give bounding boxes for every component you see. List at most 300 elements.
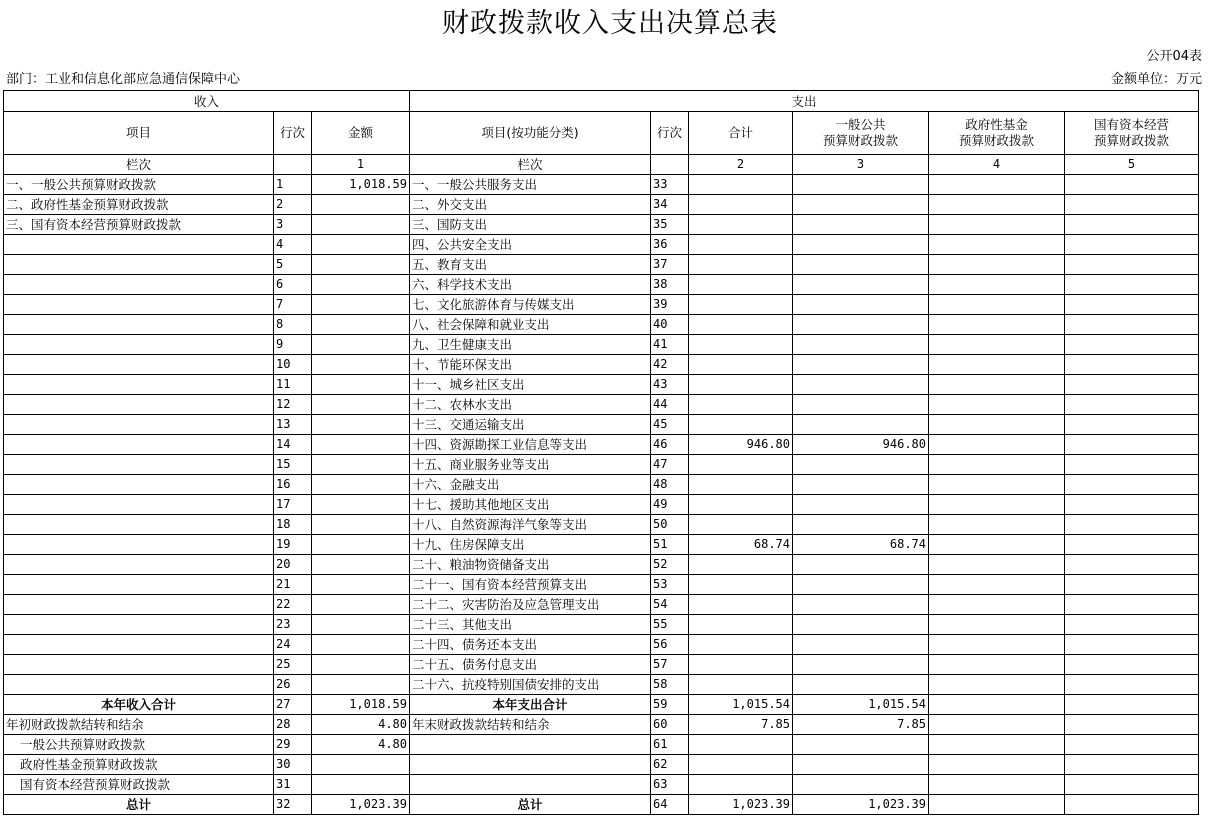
income-row-no: 11: [274, 375, 312, 395]
income-item: [4, 655, 274, 675]
income-item: [4, 515, 274, 535]
expense-row-no: 33: [651, 175, 689, 195]
expense-state-capital: [1065, 415, 1199, 435]
expense-item: 年末财政拨款结转和结余: [410, 715, 651, 735]
table-row: [4, 355, 1199, 375]
income-row-no: 28: [274, 715, 312, 735]
table-row: [4, 675, 1199, 695]
header-gov-fund-line2: 预算财政拨款: [958, 133, 1034, 148]
table-row: [4, 375, 1199, 395]
income-item: [4, 595, 274, 615]
col-label-expense: 栏次: [410, 155, 651, 175]
expense-total: [689, 595, 793, 615]
header-state-capital-line2: 预算财政拨款: [1093, 133, 1169, 148]
expense-row-no: 37: [651, 255, 689, 275]
expense-state-capital: [1065, 175, 1199, 195]
expense-total: [689, 235, 793, 255]
expense-row-no: 61: [651, 735, 689, 755]
income-item: 一般公共预算财政拨款: [4, 735, 274, 755]
expense-total: [689, 375, 793, 395]
column-index-row: [4, 155, 1199, 175]
income-item: 政府性基金预算财政拨款: [4, 755, 274, 775]
expense-total: [689, 295, 793, 315]
budget-table: [3, 90, 1199, 815]
expense-gov-fund: [929, 355, 1065, 375]
expense-state-capital: [1065, 695, 1199, 715]
expense-item: [410, 735, 651, 755]
income-amount: 4.80: [312, 715, 410, 735]
col-index-4: 4: [929, 155, 1065, 175]
expense-row-no: 34: [651, 195, 689, 215]
expense-row-no: 55: [651, 615, 689, 635]
expense-state-capital: [1065, 575, 1199, 595]
header-row-columns: [4, 112, 1199, 155]
expense-general-budget: [793, 275, 929, 295]
expense-total: [689, 575, 793, 595]
table-row: [4, 395, 1199, 415]
expense-total: [689, 615, 793, 635]
expense-gov-fund: [929, 575, 1065, 595]
expense-total: [689, 355, 793, 375]
expense-general-budget: [793, 615, 929, 635]
expense-item: 二十、粮油物资储备支出: [410, 555, 651, 575]
header-item: 项目: [4, 112, 274, 155]
expense-row-no: 38: [651, 275, 689, 295]
income-row-no: 27: [274, 695, 312, 715]
expense-state-capital: [1065, 735, 1199, 755]
income-item: [4, 555, 274, 575]
expense-state-capital: [1065, 275, 1199, 295]
expense-gov-fund: [929, 415, 1065, 435]
expense-gov-fund: [929, 475, 1065, 495]
expense-gov-fund: [929, 215, 1065, 235]
income-row-no: 32: [274, 795, 312, 815]
income-row-no: 9: [274, 335, 312, 355]
form-number: 公开04表: [1146, 49, 1202, 64]
income-item: [4, 355, 274, 375]
table-row: [4, 575, 1199, 595]
expense-state-capital: [1065, 375, 1199, 395]
expense-state-capital: [1065, 295, 1199, 315]
expense-row-no: 44: [651, 395, 689, 415]
header-item-func: 项目(按功能分类): [410, 112, 651, 155]
expense-row-no: 40: [651, 315, 689, 335]
expense-row-no: 46: [651, 435, 689, 455]
income-amount: [312, 675, 410, 695]
income-row-no: 7: [274, 295, 312, 315]
table-row: [4, 455, 1199, 475]
expense-general-budget: [793, 175, 929, 195]
header-general-line2: 预算财政拨款: [822, 133, 898, 148]
expense-item: 一、一般公共服务支出: [410, 175, 651, 195]
table-row: [4, 335, 1199, 355]
expense-total: 7.85: [689, 715, 793, 735]
expense-row-no: 35: [651, 215, 689, 235]
table-row: [4, 495, 1199, 515]
expense-total: [689, 635, 793, 655]
unit-label: 金额单位：万元: [1110, 72, 1202, 87]
income-row-no: 16: [274, 475, 312, 495]
table-row: [4, 775, 1199, 795]
income-item: [4, 275, 274, 295]
expense-state-capital: [1065, 515, 1199, 535]
expense-total: 1,015.54: [689, 695, 793, 715]
income-item: 二、政府性基金预算财政拨款: [4, 195, 274, 215]
expense-item: 八、社会保障和就业支出: [410, 315, 651, 335]
income-row-no: 17: [274, 495, 312, 515]
expense-total: 68.74: [689, 535, 793, 555]
expense-item: 十九、住房保障支出: [410, 535, 651, 555]
income-amount: [312, 255, 410, 275]
expense-gov-fund: [929, 195, 1065, 215]
expense-state-capital: [1065, 555, 1199, 575]
income-amount: [312, 575, 410, 595]
header-general-budget: [793, 112, 929, 155]
table-row: [4, 515, 1199, 535]
expense-state-capital: [1065, 435, 1199, 455]
income-row-no: 14: [274, 435, 312, 455]
table-row: [4, 615, 1199, 635]
expense-row-no: 64: [651, 795, 689, 815]
expense-row-no: 45: [651, 415, 689, 435]
expense-gov-fund: [929, 455, 1065, 475]
header-total: 合计: [689, 112, 793, 155]
expense-general-budget: [793, 215, 929, 235]
expense-item: 十、节能环保支出: [410, 355, 651, 375]
table-row: [4, 415, 1199, 435]
income-item: [4, 495, 274, 515]
income-row-no: 21: [274, 575, 312, 595]
expense-total: [689, 455, 793, 475]
table-row: [4, 755, 1199, 775]
expense-general-budget: [793, 395, 929, 415]
income-amount: [312, 335, 410, 355]
income-amount: [312, 495, 410, 515]
income-row-no: 5: [274, 255, 312, 275]
income-amount: [312, 235, 410, 255]
income-amount: [312, 275, 410, 295]
expense-state-capital: [1065, 355, 1199, 375]
income-item: [4, 615, 274, 635]
expense-general-budget: [793, 675, 929, 695]
income-item: [4, 575, 274, 595]
table-row: [4, 195, 1199, 215]
expense-item: 五、教育支出: [410, 255, 651, 275]
expense-gov-fund: [929, 275, 1065, 295]
income-amount: 1,023.39: [312, 795, 410, 815]
income-item: [4, 675, 274, 695]
col-index-1: 1: [312, 155, 410, 175]
expense-general-budget: [793, 515, 929, 535]
table-row: [4, 235, 1199, 255]
expense-state-capital: [1065, 655, 1199, 675]
expense-item: 四、公共安全支出: [410, 235, 651, 255]
expense-item: [410, 775, 651, 795]
expense-gov-fund: [929, 515, 1065, 535]
income-amount: [312, 295, 410, 315]
table-row: [4, 595, 1199, 615]
expense-row-no: 63: [651, 775, 689, 795]
expense-general-budget: [793, 775, 929, 795]
expense-gov-fund: [929, 735, 1065, 755]
table-row: [4, 315, 1199, 335]
income-item: [4, 235, 274, 255]
income-row-no: 13: [274, 415, 312, 435]
income-amount: [312, 315, 410, 335]
expense-gov-fund: [929, 755, 1065, 775]
income-header: 收入: [4, 91, 410, 112]
expense-total: [689, 215, 793, 235]
expense-total: [689, 315, 793, 335]
expense-general-budget: [793, 235, 929, 255]
expense-row-no: 52: [651, 555, 689, 575]
income-item: [4, 635, 274, 655]
expense-general-budget: [793, 255, 929, 275]
header-general-line1: 一般公共: [835, 117, 886, 132]
expense-state-capital: [1065, 215, 1199, 235]
income-item: [4, 475, 274, 495]
expense-item: 十二、农林水支出: [410, 395, 651, 415]
income-row-no: 2: [274, 195, 312, 215]
expense-gov-fund: [929, 715, 1065, 735]
expense-gov-fund: [929, 375, 1065, 395]
income-amount: [312, 195, 410, 215]
income-item: [4, 455, 274, 475]
expense-total: [689, 395, 793, 415]
income-item: 年初财政拨款结转和结余: [4, 715, 274, 735]
expense-item: 十五、商业服务业等支出: [410, 455, 651, 475]
table-row: [4, 475, 1199, 495]
page-title: 财政拨款收入支出决算总表: [442, 8, 778, 39]
expense-state-capital: [1065, 755, 1199, 775]
income-row-no: 3: [274, 215, 312, 235]
expense-row-no: 43: [651, 375, 689, 395]
table-row: [4, 275, 1199, 295]
expense-gov-fund: [929, 435, 1065, 455]
expense-total: [689, 415, 793, 435]
expense-general-budget: [793, 655, 929, 675]
expense-state-capital: [1065, 595, 1199, 615]
expense-item: 二十一、国有资本经营预算支出: [410, 575, 651, 595]
expense-state-capital: [1065, 235, 1199, 255]
expense-gov-fund: [929, 315, 1065, 335]
col-index-blank-2: [651, 155, 689, 175]
expense-row-no: 41: [651, 335, 689, 355]
expense-general-budget: [793, 475, 929, 495]
income-item: 一、一般公共预算财政拨款: [4, 175, 274, 195]
expense-state-capital: [1065, 475, 1199, 495]
table-row: [4, 555, 1199, 575]
income-item: [4, 315, 274, 335]
expense-gov-fund: [929, 655, 1065, 675]
expense-total: [689, 255, 793, 275]
expense-total: 1,023.39: [689, 795, 793, 815]
expense-gov-fund: [929, 535, 1065, 555]
header-amount: 金额: [312, 112, 410, 155]
expense-item: 十三、交通运输支出: [410, 415, 651, 435]
expense-state-capital: [1065, 635, 1199, 655]
expense-item: 二十四、债务还本支出: [410, 635, 651, 655]
col-index-2: 2: [689, 155, 793, 175]
income-amount: [312, 415, 410, 435]
expense-row-no: 36: [651, 235, 689, 255]
income-amount: [312, 475, 410, 495]
header-gov-fund-line1: 政府性基金: [965, 117, 1028, 132]
expense-total: [689, 515, 793, 535]
table-body: [4, 91, 1199, 815]
income-row-no: 6: [274, 275, 312, 295]
expense-total: [689, 495, 793, 515]
expense-gov-fund: [929, 295, 1065, 315]
expense-state-capital: [1065, 535, 1199, 555]
expense-item: 十八、自然资源海洋气象等支出: [410, 515, 651, 535]
expense-row-no: 56: [651, 635, 689, 655]
expense-general-budget: [793, 735, 929, 755]
expense-item: 十六、金融支出: [410, 475, 651, 495]
table-row: [4, 635, 1199, 655]
expense-item: 二十六、抗疫特别国债安排的支出: [410, 675, 651, 695]
expense-row-no: 53: [651, 575, 689, 595]
expense-general-budget: 946.80: [793, 435, 929, 455]
income-row-no: 25: [274, 655, 312, 675]
expense-row-no: 57: [651, 655, 689, 675]
expense-state-capital: [1065, 195, 1199, 215]
table-row: [4, 655, 1199, 675]
income-row-no: 22: [274, 595, 312, 615]
income-row-no: 4: [274, 235, 312, 255]
expense-general-budget: [793, 635, 929, 655]
income-item: 总计: [4, 795, 274, 815]
expense-item: 三、国防支出: [410, 215, 651, 235]
expense-row-no: 48: [651, 475, 689, 495]
income-item: [4, 395, 274, 415]
expense-general-budget: [793, 375, 929, 395]
expense-gov-fund: [929, 775, 1065, 795]
income-amount: 1,018.59: [312, 175, 410, 195]
income-row-no: 15: [274, 455, 312, 475]
expense-row-no: 50: [651, 515, 689, 535]
income-item: [4, 535, 274, 555]
expense-general-budget: [793, 335, 929, 355]
col-index-blank-1: [274, 155, 312, 175]
expense-item: 本年支出合计: [410, 695, 651, 715]
header-row-sections: [4, 91, 1199, 112]
expense-state-capital: [1065, 335, 1199, 355]
income-item: [4, 335, 274, 355]
income-amount: [312, 375, 410, 395]
expense-total: 946.80: [689, 435, 793, 455]
expense-item: 九、卫生健康支出: [410, 335, 651, 355]
income-item: 三、国有资本经营预算财政拨款: [4, 215, 274, 235]
expense-state-capital: [1065, 715, 1199, 735]
expense-gov-fund: [929, 495, 1065, 515]
table-row: [4, 255, 1199, 275]
expense-state-capital: [1065, 615, 1199, 635]
expense-row-no: 39: [651, 295, 689, 315]
income-row-no: 1: [274, 175, 312, 195]
table-row: [4, 715, 1199, 735]
expense-item: 十四、资源勘探工业信息等支出: [410, 435, 651, 455]
expense-row-no: 59: [651, 695, 689, 715]
income-amount: [312, 595, 410, 615]
expense-state-capital: [1065, 495, 1199, 515]
income-row-no: 19: [274, 535, 312, 555]
table-row: [4, 735, 1199, 755]
expense-total: [689, 195, 793, 215]
income-amount: [312, 635, 410, 655]
income-row-no: 29: [274, 735, 312, 755]
expense-item: 二十五、债务付息支出: [410, 655, 651, 675]
expense-general-budget: 68.74: [793, 535, 929, 555]
income-row-no: 10: [274, 355, 312, 375]
header-row-no-expense: 行次: [651, 112, 689, 155]
expense-gov-fund: [929, 795, 1065, 815]
income-item: [4, 375, 274, 395]
table-row: [4, 695, 1199, 715]
expense-total: [689, 275, 793, 295]
expense-total: [689, 335, 793, 355]
expense-general-budget: [793, 555, 929, 575]
header-state-capital: [1065, 112, 1199, 155]
expense-item: 十一、城乡社区支出: [410, 375, 651, 395]
expense-state-capital: [1065, 395, 1199, 415]
expense-gov-fund: [929, 235, 1065, 255]
expense-gov-fund: [929, 335, 1065, 355]
expense-general-budget: [793, 455, 929, 475]
income-amount: [312, 435, 410, 455]
income-row-no: 30: [274, 755, 312, 775]
expense-state-capital: [1065, 775, 1199, 795]
expense-general-budget: [793, 355, 929, 375]
expense-state-capital: [1065, 795, 1199, 815]
income-row-no: 31: [274, 775, 312, 795]
expense-state-capital: [1065, 675, 1199, 695]
col-label-income: 栏次: [4, 155, 274, 175]
header-row-no: 行次: [274, 112, 312, 155]
expense-total: [689, 475, 793, 495]
income-item: [4, 295, 274, 315]
expense-gov-fund: [929, 555, 1065, 575]
table-row: [4, 215, 1199, 235]
expense-row-no: 54: [651, 595, 689, 615]
expense-row-no: 49: [651, 495, 689, 515]
expense-total: [689, 775, 793, 795]
expense-gov-fund: [929, 635, 1065, 655]
income-amount: [312, 355, 410, 375]
expense-general-budget: [793, 295, 929, 315]
expense-total: [689, 735, 793, 755]
expense-row-no: 51: [651, 535, 689, 555]
expense-general-budget: 1,015.54: [793, 695, 929, 715]
table-row: [4, 795, 1199, 815]
expense-row-no: 58: [651, 675, 689, 695]
expense-item: 二、外交支出: [410, 195, 651, 215]
expense-header: 支出: [410, 91, 1199, 112]
income-amount: [312, 395, 410, 415]
expense-item: 总计: [410, 795, 651, 815]
income-amount: [312, 215, 410, 235]
expense-row-no: 62: [651, 755, 689, 775]
income-amount: 1,018.59: [312, 695, 410, 715]
expense-total: [689, 675, 793, 695]
expense-gov-fund: [929, 595, 1065, 615]
department-label: 部门：工业和信息化部应急通信保障中心: [6, 72, 241, 87]
expense-gov-fund: [929, 675, 1065, 695]
table-row: [4, 175, 1199, 195]
income-row-no: 24: [274, 635, 312, 655]
income-amount: [312, 615, 410, 635]
expense-general-budget: [793, 415, 929, 435]
